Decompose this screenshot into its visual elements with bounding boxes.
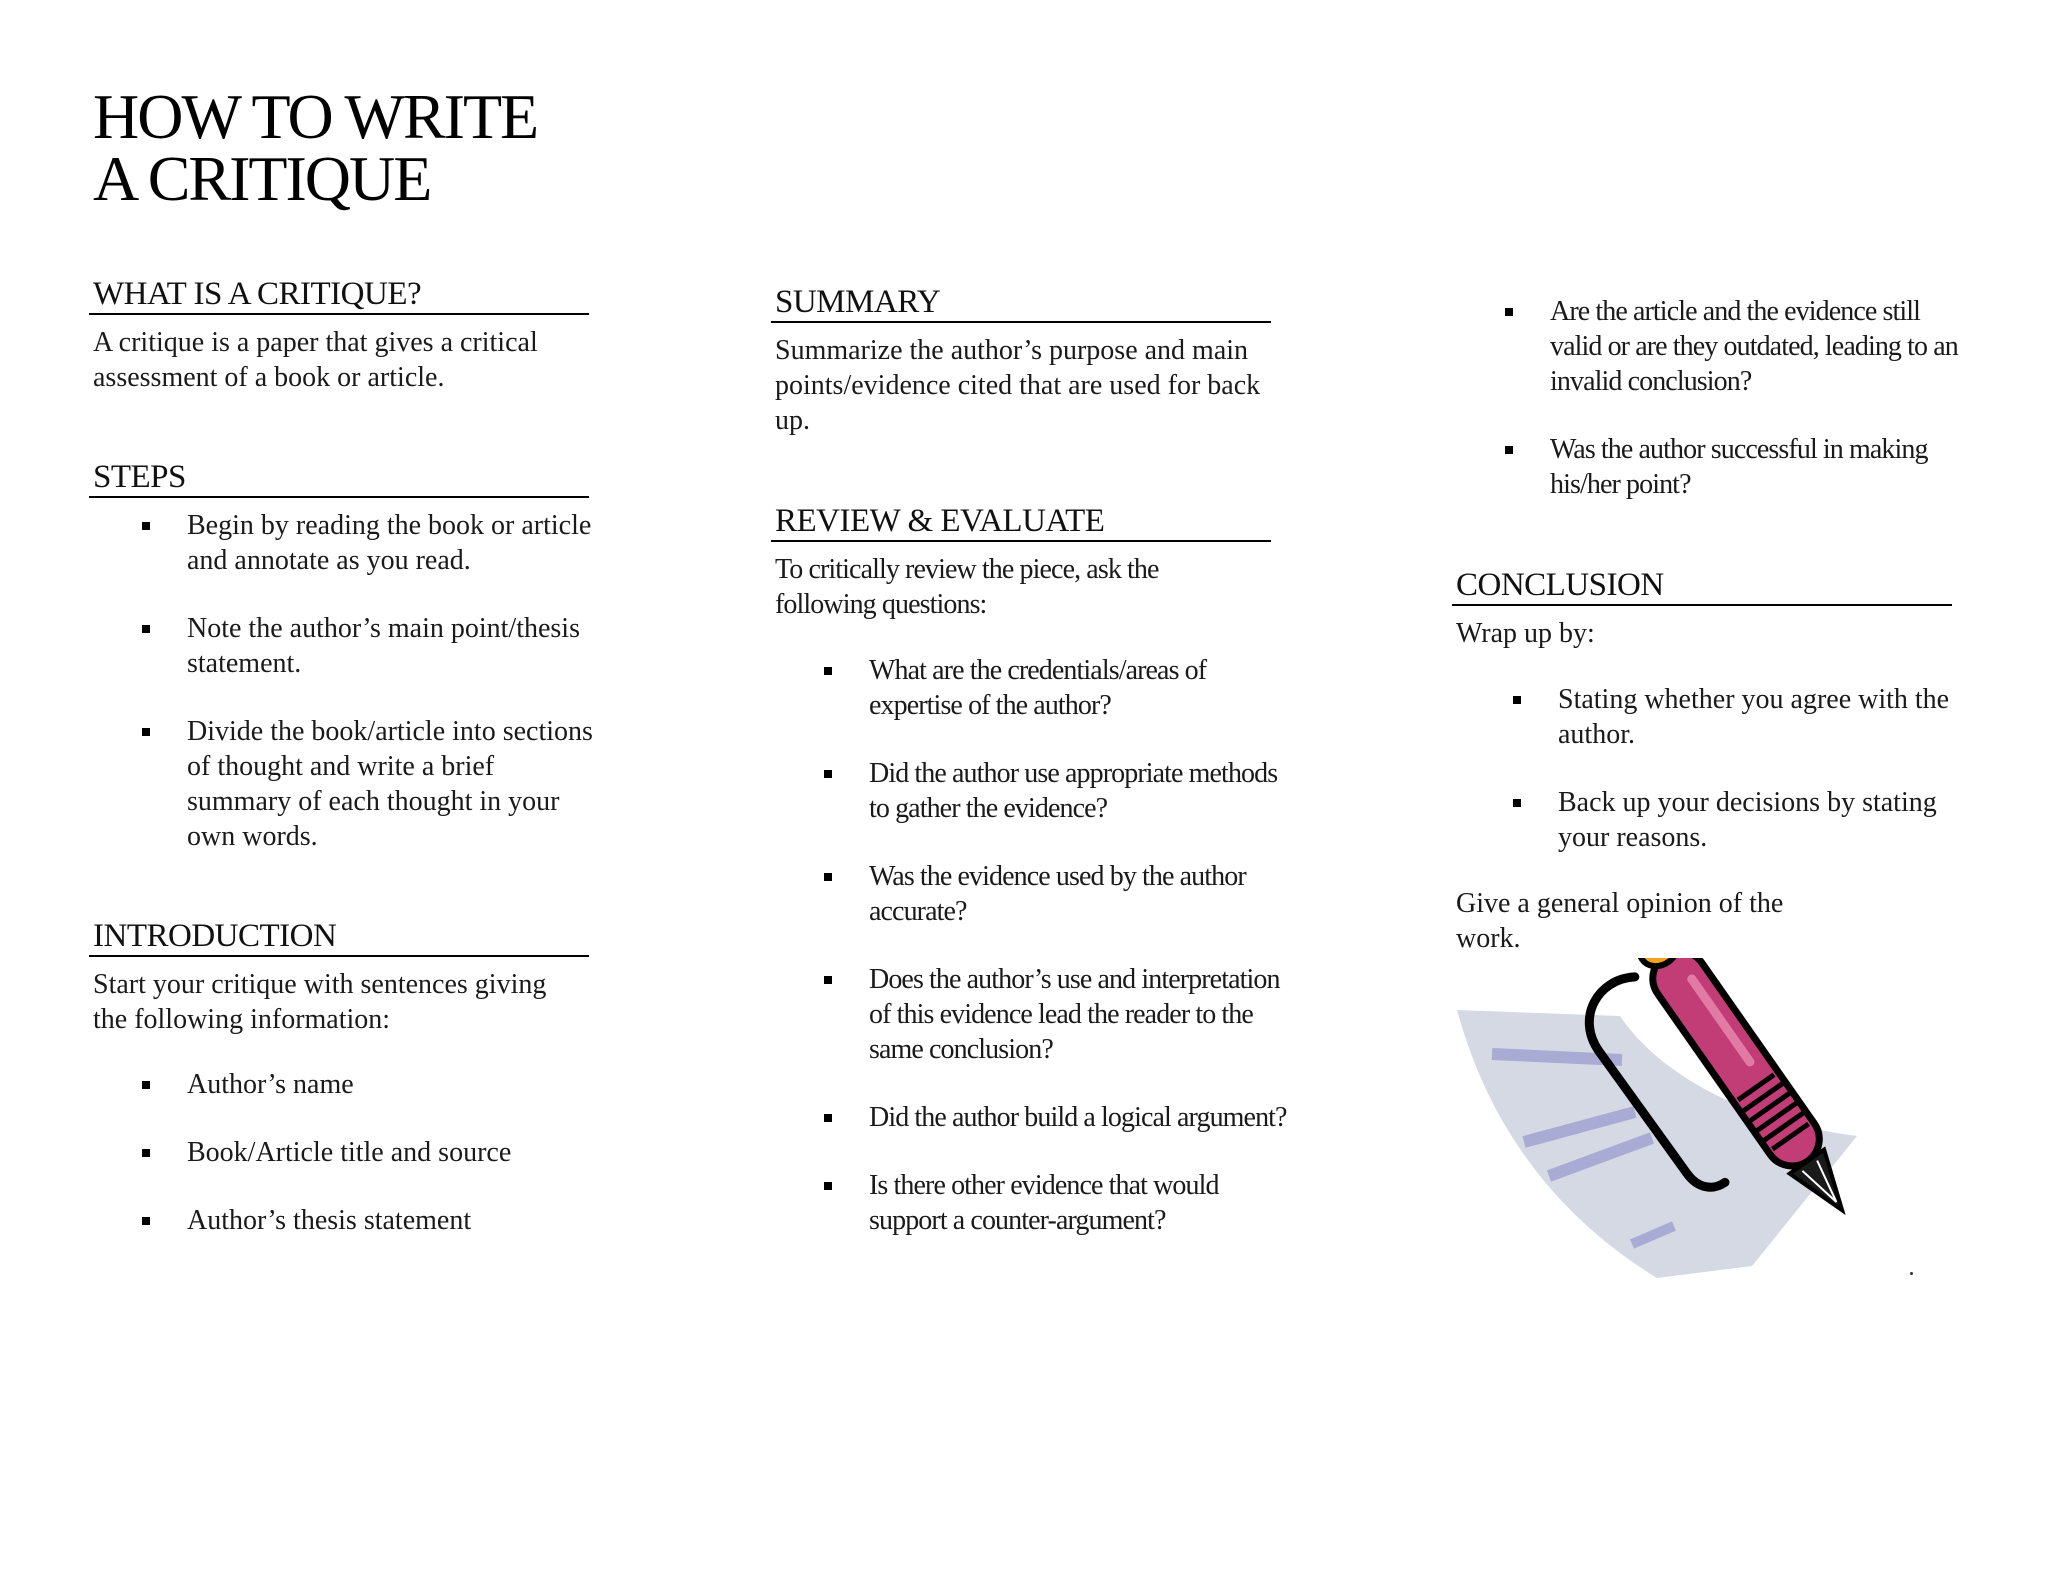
list-item: Begin by reading the book or article and annotate as you read.	[187, 508, 597, 578]
list-item: Stating whether you agree with the author.	[1558, 682, 1958, 752]
pen-and-paper-icon	[1452, 958, 1922, 1288]
introduction-list	[187, 1067, 597, 1238]
page-title-line-1: HOW TO WRITE	[93, 81, 538, 152]
section-heading-summary: SUMMARY	[771, 284, 1271, 323]
section-heading-what-is: WHAT IS A CRITIQUE?	[89, 276, 589, 315]
introduction-text: Start your critique with sentences giving the following information:	[93, 969, 547, 1035]
list-item: Are the article and the evidence still valid or are they outdated, leading to an invalid conclusion?	[1550, 294, 1970, 399]
section-heading-conclusion: CONCLUSION	[1452, 567, 1952, 606]
list-item: What are the credentials/areas of expertise of the author?	[869, 653, 1289, 723]
what-is-text: A critique is a paper that gives a critical assessment of a book or article.	[93, 327, 538, 393]
review-list	[869, 653, 1289, 1238]
list-item: Does the author’s use and interpretation of this evidence lead the reader to the same conclusion?	[869, 962, 1289, 1067]
list-item: Author’s thesis statement	[187, 1203, 597, 1238]
list-item: Note the author’s main point/thesis statement.	[187, 611, 597, 681]
list-item: Did the author use appropriate methods to gather the evidence?	[869, 756, 1289, 826]
page-title-line-2: A CRITIQUE	[93, 143, 431, 214]
stray-dot	[1910, 1272, 1913, 1275]
list-item: Was the author successful in making his/her point?	[1550, 432, 1970, 502]
review-list-continued	[1550, 294, 1970, 502]
conclusion-closing-text: Give a general opinion of the work.	[1456, 888, 1784, 954]
list-item: Did the author build a logical argument?	[869, 1100, 1289, 1135]
page-title	[93, 81, 538, 214]
section-heading-review: REVIEW & EVALUATE	[771, 503, 1271, 542]
list-item: Back up your decisions by stating your reasons.	[1558, 785, 1958, 855]
steps-list	[187, 508, 597, 854]
section-heading-steps: STEPS	[89, 459, 589, 498]
summary-text: Summarize the author’s purpose and main points/evidence cited that are used for back up.	[775, 335, 1261, 436]
list-item: Was the evidence used by the author accurate?	[869, 859, 1289, 929]
section-heading-introduction: INTRODUCTION	[89, 918, 589, 957]
list-item: Divide the book/article into sections of thought and write a brief summary of each thought in your own words.	[187, 714, 597, 854]
conclusion-list	[1558, 682, 1958, 855]
list-item: Book/Article title and source	[187, 1135, 597, 1170]
conclusion-text: Wrap up by:	[1456, 618, 1595, 649]
list-item: Author’s name	[187, 1067, 597, 1102]
list-item: Is there other evidence that would support a counter-argument?	[869, 1168, 1289, 1238]
review-text: To critically review the piece, ask the following questions:	[775, 554, 1159, 620]
